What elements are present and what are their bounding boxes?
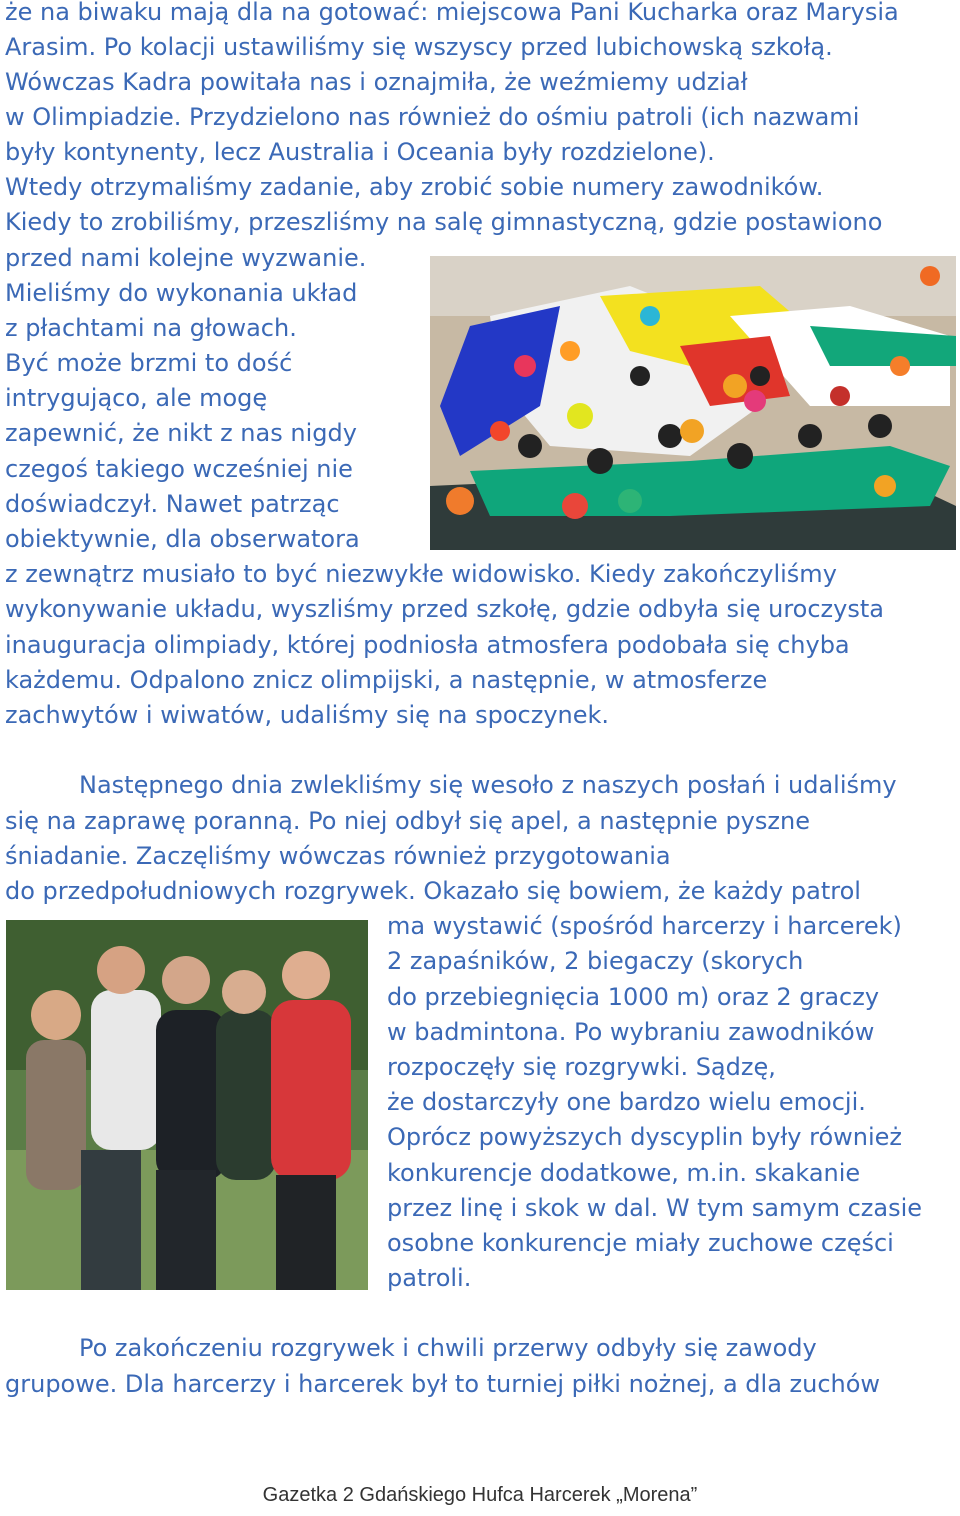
paragraph-start-line: Następnego dnia zwlekliśmy się wesoło z naszych posłań i udaliśmy [79,771,897,799]
girls-outdoor-illustration [6,920,368,1290]
text-line: inauguracja olimpiady, której podniosła atmosfera podobała się chyba [5,631,850,659]
text-line: czegoś takiego wcześniej nie [5,455,353,483]
text-line: w badmintona. Po wybraniu zawodników [387,1018,875,1046]
text-line: wykonywanie układu, wyszliśmy przed szkołę, gdzie odbyła się uroczysta [5,595,884,623]
text-line: Wówczas Kadra powitała nas i oznajmiła, że weźmiemy udział [5,68,748,96]
text-line: doświadczył. Nawet patrząc [5,490,340,518]
text-line: że dostarczyły one bardzo wielu emocji. [387,1088,866,1116]
paragraph-start-line: Po zakończeniu rozgrywek i chwili przerwy odbyły się zawody [79,1334,817,1362]
text-line: osobne konkurencje miały zuchowe części [387,1229,894,1257]
text-line: Kiedy to zrobiliśmy, przeszliśmy na salę gimnastyczną, gdzie postawiono [5,208,883,236]
text-line: Mieliśmy do wykonania układ [5,279,358,307]
text-line: śniadanie. Zaczęliśmy wówczas również przygotowania [5,842,671,870]
text-line: Oprócz powyższych dyscyplin były również [387,1123,902,1151]
text-line: konkurencje dodatkowe, m.in. skakanie [387,1159,861,1187]
text-line: 2 zapaśników, 2 biegaczy (skorych [387,947,804,975]
text-line: grupowe. Dla harcerzy i harcerek był to turniej piłki nożnej, a dla zuchów [5,1370,881,1398]
text-line: do przedpołudniowych rozgrywek. Okazało się bowiem, że każdy patrol [5,877,861,905]
text-line: w Olimpiadzie. Przydzielono nas również do ośmiu patroli (ich nazwami [5,103,860,131]
text-line: patroli. [387,1264,472,1292]
text-line: każdemu. Odpalono znicz olimpijski, a następnie, w atmosferze [5,666,768,694]
text-line: przed nami kolejne wyzwanie. [5,244,367,272]
text-line: Być może brzmi to dość [5,349,293,377]
text-line: z zewnątrz musiało to być niezwykłe widowisko. Kiedy zakończyliśmy [5,560,837,588]
text-line: przez linę i skok w dal. W tym samym czasie [387,1194,923,1222]
text-line: Arasim. Po kolacji ustawiliśmy się wszyscy przed lubichowską szkołą. [5,33,833,61]
page-footer: Gazetka 2 Gdańskiego Hufca Harcerek „Morena” [262,1484,698,1506]
text-line: rozpoczęły się rozgrywki. Sądzę, [387,1053,776,1081]
text-line: były kontynenty, lecz Australia i Oceania były rozdzielone). [5,138,715,166]
text-line: Wtedy otrzymaliśmy zadanie, aby zrobić sobie numery zawodników. [5,173,824,201]
text-line: obiektywnie, dla obserwatora [5,525,360,553]
gym-parachute-illustration [430,256,956,550]
gym-parachute-photo [430,256,956,550]
text-line: do przebiegnięcia 1000 m) oraz 2 graczy [387,983,880,1011]
text-line: zachwytów i wiwatów, udaliśmy się na spoczynek. [5,701,610,729]
girls-outdoor-photo [6,920,368,1290]
text-line: intrygująco, ale mogę [5,384,268,412]
text-line: zapewnić, że nikt z nas nigdy [5,419,357,447]
text-line: że na biwaku mają dla na gotować: miejscowa Pani Kucharka oraz Marysia [5,0,899,26]
text-line: ma wystawić (spośród harcerzy i harcerek) [387,912,902,940]
text-line: się na zaprawę poranną. Po niej odbył się apel, a następnie pyszne [5,807,810,835]
text-line: z płachtami na głowach. [5,314,297,342]
